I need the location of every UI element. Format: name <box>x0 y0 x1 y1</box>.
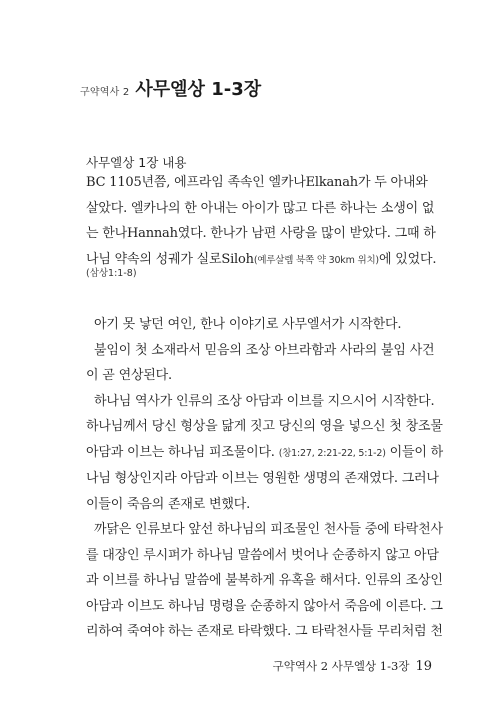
body-line-1: 아기 못 낳던 여인, 한나 이야기로 사무엘서가 시작한다. <box>94 317 402 332</box>
body-line-6-end: 이들이 하 <box>389 444 444 460</box>
intro-line-2: 살았다. 엘카나의 한 아내는 아이가 많고 다른 하나는 소생이 없 <box>86 200 435 216</box>
chapter-title: 사무엘상 1-3장 <box>135 79 262 100</box>
scripture-citation: (삼상1:1-8) <box>86 268 137 279</box>
running-title: 구약역사 2 사무엘상 1-3장 <box>272 659 410 673</box>
body-line-7: 나님 형상인지라 아담과 이브는 영원한 생명의 존재였다. 그러나 <box>86 471 439 486</box>
intro-line-1: BC 1105년쯤, 에프라임 족속인 엘카나Elkanah가 두 아내와 <box>86 175 428 190</box>
page-footer <box>273 658 432 674</box>
body-line-3: 이 곧 연상된다. <box>86 368 172 383</box>
intro-line-3: 는 한나Hannah였다. 한나가 남편 사랑을 많이 받았다. 그때 하 <box>86 226 436 241</box>
body-line-9: 까닭은 인류보다 앞선 하나님의 피조물인 천사들 중에 타락천사 <box>94 522 443 537</box>
body-line-12: 아담과 이브도 하나님 명령을 순종하지 않아서 죽음에 이른다. 그 <box>86 598 443 614</box>
page-number: 19 <box>415 659 432 674</box>
intro-paragraph <box>86 170 437 273</box>
body-line-11: 과 이브를 하나님 말씀에 불복하게 유혹을 해서다. 인류의 조상인 <box>86 573 443 588</box>
intro-line-4-end: 에 있었다. <box>378 251 437 267</box>
body-line-10: 를 대장인 루시퍼가 하나님 말씀에서 벗어나 순종하지 않고 아담 <box>86 547 439 563</box>
body-line-8: 이들이 죽음의 존재로 변했다. <box>86 496 251 512</box>
intro-line-4 <box>86 247 437 274</box>
body-line-2: 불임이 첫 소재라서 믿음의 조상 아브라함과 사라의 불임 사건 <box>94 342 435 358</box>
location-note: (예루살렘 북쪽 약 30km 위치) <box>253 254 379 266</box>
section-label: 사무엘상 1장 내용 <box>86 155 187 170</box>
body-line-5: 하나님께서 당신 형상을 닮게 짓고 당신의 영을 넣으신 첫 창조물 <box>86 419 443 434</box>
intro-line-4-text: 나님 약속의 성궤가 실로Siloh <box>86 251 254 267</box>
body-line-13: 리하여 죽여야 하는 존재로 타락했다. 그 타락천사들 무리처럼 천 <box>86 624 443 639</box>
body-line-4: 하나님 역사가 인류의 조상 아담과 이브를 지으시어 시작한다. <box>94 393 435 409</box>
body-text <box>86 312 444 645</box>
genesis-reference: (창1:27, 2:21-22, 5:1-2) <box>278 447 386 459</box>
chapter-header <box>80 75 261 101</box>
body-line-6-text: 아담과 이브는 하나님 피조물이다. <box>86 444 275 460</box>
body-line-6 <box>86 440 444 467</box>
series-label: 구약역사 2 <box>80 87 130 98</box>
